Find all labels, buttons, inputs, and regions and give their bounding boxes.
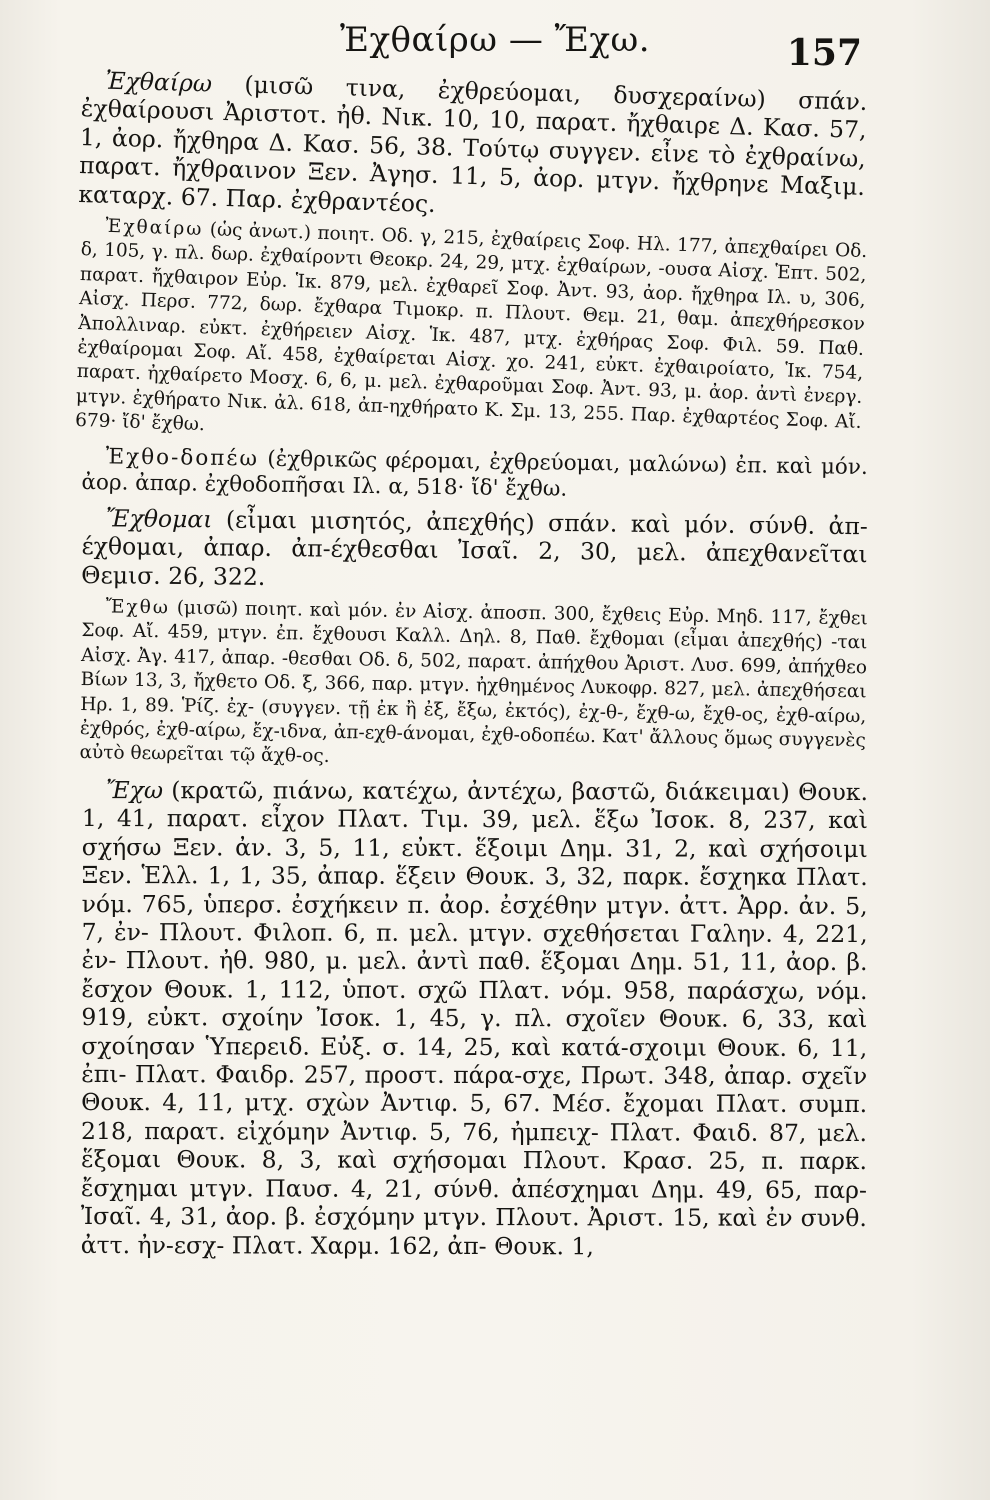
entry-text: (ἐχθρικῶς φέρομαι, ἐχθρεύομαι, μαλώνω) ἐπ. καὶ μόν. ἀορ. ἀπαρ. ἐχθοδοπῆσαι Ιλ. α, 518· ἴδ' ἔχθω. [81,446,868,501]
entry-lemma: Ἔχθομαι [105,503,213,534]
entry-lemma: Ἐχθο-δοπέω [105,444,260,472]
entry-echthodopeo [81,444,868,506]
dictionary-body [74,66,868,1265]
page-header [0,14,990,74]
entry-text: (κρατῶ, πιάνω, κατέχω, ἀντέχω, βαστῶ, διάκειμαι) Θουκ. 1, 41, παρατ. εἶχον Πλατ. Τιμ. 39, μελ. ἕξω Ἰσοκ. 8, 237, καὶ σχήσω Ξεν. ἀν. 3, 5, 11, εὐκτ. ἕξοιμι Δημ. 31, 2, καὶ σχήσοιμι Ξεν. Ἑλλ. 1, 1, 35, ἀπαρ. ἕξειν Θουκ. 3, 32, παρκ. ἔσχηκα Πλατ. νόμ. 765, ὑπερσ. ἐσχήκειν π. ἀορ. ἐσχέθην μτγν. ἀττ. Ἀρρ. ἀν. 5, 7, ἐν- Πλουτ. Φιλοπ. 6, π. μελ. μτγν. σχεθήσεται Γαλην. 4, 221, ἐν- Πλουτ. ἠθ. 980, μ. μελ. ἀντὶ παθ. ἕξομαι Δημ. 51, 11, ἀορ. β. ἔσχον Θουκ. 1, 112, ὑποτ. σχῶ Πλατ. νόμ. 958, παράσχω, νόμ. 919, εὐκτ. σχοίην Ἰσοκ. 1, 45, γ. πλ. σχοῖεν Θουκ. 6, 33, καὶ σχοίησαν Ὑπερειδ. Εὐξ. σ. 14, 25, καὶ κατά-σχοιμι Θουκ. 6, 11, ἐπι- Πλατ. Φαιδρ. 257, προστ. πάρα-σχε, Πρωτ. 348, ἀπαρ. σχεῖν Θουκ. 4, 11, μτχ. σχὼν Ἀντιφ. 5, 67. Μέσ. ἔχομαι Πλατ. συμπ. 218, παρατ. εἰχόμην Ἀντιφ. 5, 76, ἠμπειχ- Πλατ. Φαιδ. 87, μελ. ἕξομαι Θουκ. 8, 3, καὶ σχήσομαι Πλουτ. Κρασ. 25, π. παρκ. ἔσχημαι μτγν. Παυσ. 4, 21, σύνθ. ἀπέσχημαι Δημ. 49, 65, παρ- Ἰσαῖ. 4, 31, ἀορ. β. ἐσχόμην μτγν. Πλουτ. Ἀριστ. 15, καὶ ἐν συνθ. ἀττ. ἠν-εσχ- Πλατ. Χαρμ. 162, ἀπ- Θουκ. 1, [80,775,868,1260]
page-number: 157 [786,32,862,74]
entry-lemma: Ἔχω [105,775,164,804]
entry-lemma: Ἐχθαίρω [105,66,213,98]
entry-lemma: Ἐχθαίρω [105,215,204,241]
running-title: Ἐχθαίρω — Ἔχω. [339,20,651,60]
entry-echo [81,776,868,1261]
entry-echthairo-prose [78,66,868,230]
entry-echthomai [81,504,868,597]
entry-echtho [79,595,868,778]
entry-text: (ὡς ἀνωτ.) ποιητ. Οδ. γ, 215, ἐχθαίρεις Σοφ. Ηλ. 177, ἀπεχθαίρει Οδ. δ, 105, γ. πλ. δωρ. ἐχθαίροντι Θεοκρ. 24, 29, μτχ. ἐχθαίρων, -ουσα Αἰσχ. Ἑπτ. 502, παρατ. ἤχθαιρον Εὐρ. Ἱκ. 879, μελ. ἐχθαρεῖ Σοφ. Ἀντ. 93, ἀορ. ἤχθηρα Ιλ. υ, 306, Αἰσχ. Περσ. 772, δωρ. ἔχθαρα Τιμοκρ. π. Πλουτ. Θεμ. 21, θαμ. ἀπεχθήρεσκον Ἀπολλιναρ. εὐκτ. ἐχθήρειεν Αἰσχ. Ἱκ. 487, μτχ. ἐχθήρας Σοφ. Φιλ. 59. Παθ. ἐχθαίρομαι Σοφ. Αἴ. 458, ἐχθαίρεται Αἰσχ. χο. 241, εὐκτ. ἐχθαιροίατο, Ἱκ. 754, παρατ. ἠχθαίρετο Μοσχ. 6, 6, μ. μελ. ἐχθαροῦμαι Σοφ. Ἀντ. 93, μ. ἀορ. ἀντὶ ἐνεργ. μτγν. ἐχθήρατο Νικ. ἀλ. 618, ἀπ-ηχθήρατο Κ. Σμ. 13, 255. Παρ. ἐχθαρτέος Σοφ. Αἴ. 679· ἴδ' ἔχθω. [74,219,868,436]
entry-lemma: Ἔχθω [105,596,171,619]
entry-text: (μισῶ) ποιητ. καὶ μόν. ἐν Αἰσχ. ἀποσπ. 300, ἔχθεις Εὐρ. Μηδ. 117, ἔχθει Σοφ. Αἴ. 459, μτγν. ἐπ. ἔχθουσι Καλλ. Δηλ. 8, Παθ. ἔχθομαι (εἶμαι ἀπεχθής) -ται Αἰσχ. Ἀγ. 417, ἀπαρ. -θεσθαι Οδ. δ, 502, παρατ. ἀπήχθου Ἀριστ. Λυσ. 699, ἀπήχθεο Βίων 13, 3, ἤχθετο Οδ. ξ, 366, παρ. μτγν. ἠχθημένος Λυκοφρ. 827, μελ. ἀπεχθήσεαι Ηρ. 1, 89. Ῥίζ. ἐχ- (συγγεν. τῇ ἐκ ἢ ἐξ, ἔξω, ἐκτός), ἐχ-θ-, ἔχθ-ω, ἔχθ-ος, ἐχθ-αίρω, ἐχθρός, ἐχθ-αίρω, ἔχ-ιδνα, ἀπ-εχθ-άνομαι, ἐχθ-οδοπέω. Κατ' ἄλλους ὅμως συγγενὲς αὐτὸ θεωρεῖται τῷ ἄχθ-ος. [79,597,868,768]
entry-text: (μισῶ τινα, ἐχθρεύομαι, δυσχεραίνω) σπάν. ἐχθαίρουσι Ἀριστοτ. ἠθ. Νικ. 10, 10, παρατ. ἤχθαιρε Δ. Κασ. 57, 1, ἀορ. ἤχθηρα Δ. Κασ. 56, 38. Τούτῳ συγγεν. εἶνε τὸ ἐχθραίνω, παρατ. ἤχθραινον Ξεν. Ἀγησ. 11, 5, ἀορ. μτγν. ἤχθρηνε Μαξιμ. καταρχ. 67. Παρ. ἐχθραντέος. [78,69,868,218]
entry-echthairo-poetic [75,214,868,460]
entry-text: (εἶμαι μισητός, ἀπεχθής) σπάν. καὶ μόν. σύνθ. ἀπ-έχθομαι, ἀπαρ. ἀπ-έχθεσθαι Ἰσαῖ. 2, 30, μελ. ἀπεχθανεῖται Θεμισ. 26, 322. [81,505,868,591]
